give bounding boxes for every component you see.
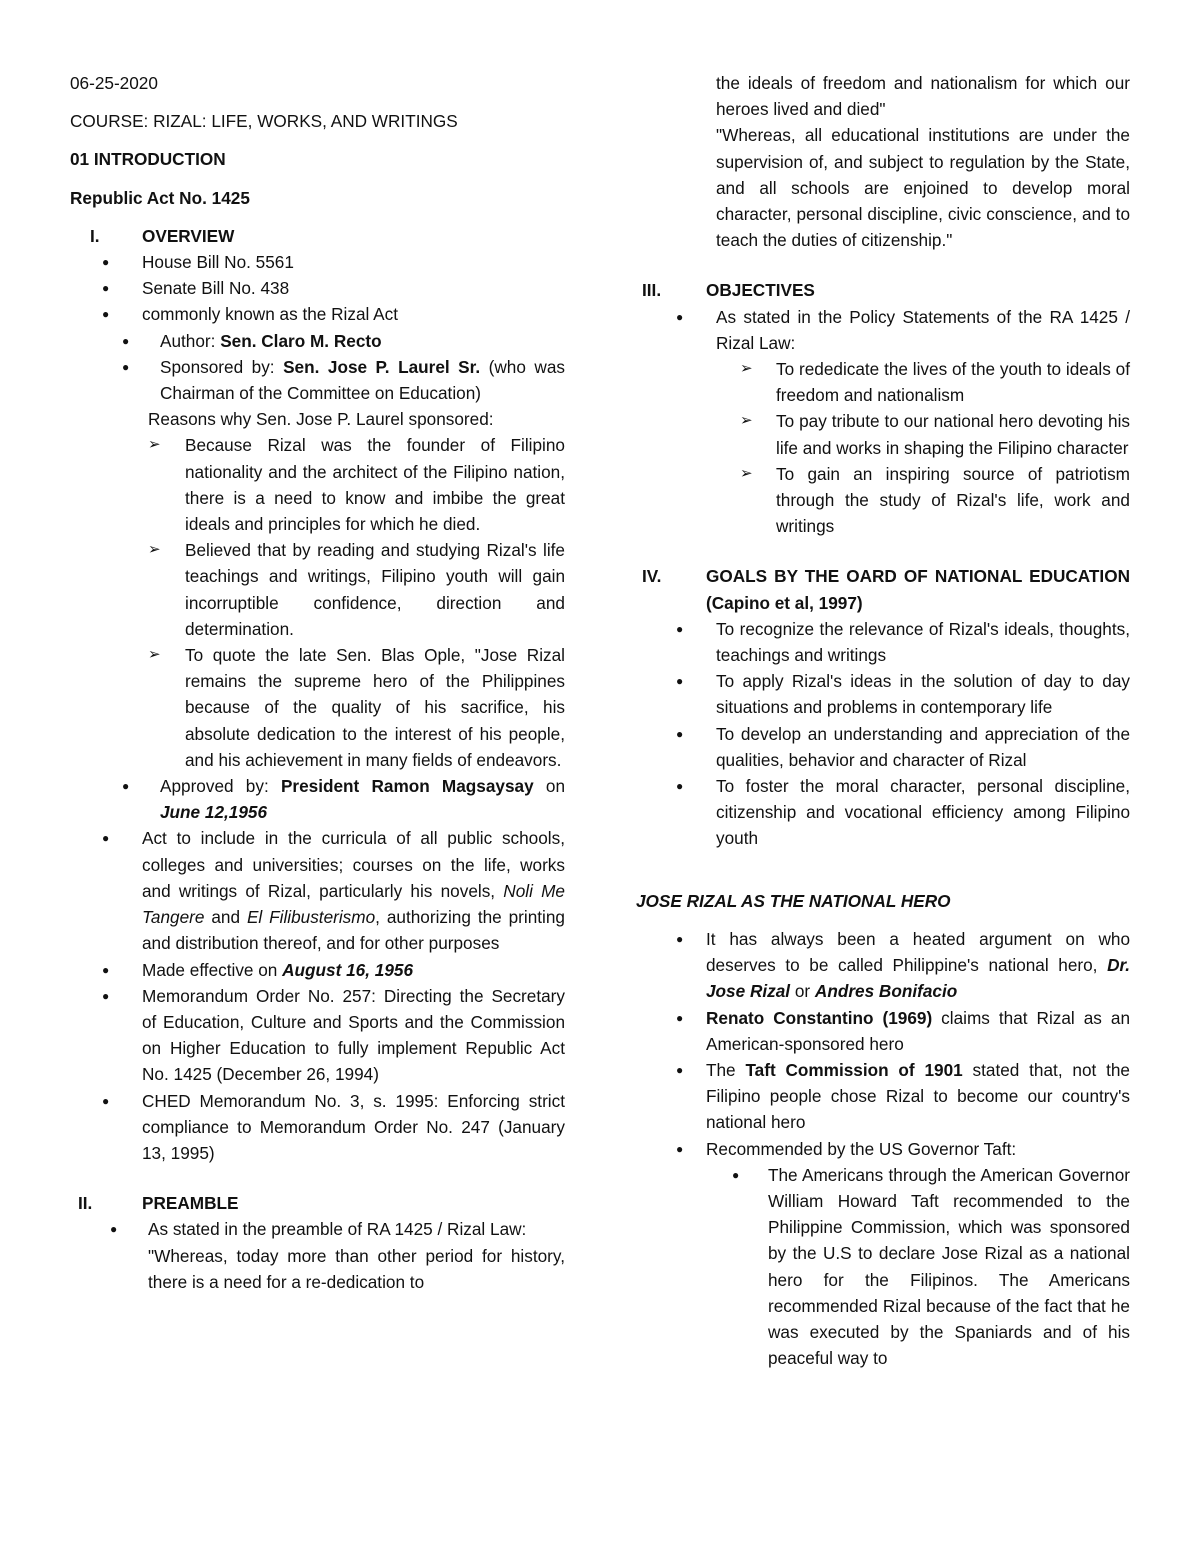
bullet-icon: ● — [102, 307, 110, 322]
list-item: ➢ To gain an inspiring source of patriotism through the study of Rizal's life, work and writings — [636, 461, 1130, 540]
bullet-icon: ● — [676, 931, 684, 946]
list-item: ● Memorandum Order No. 257: Directing the Secretary of Education, Culture and Sports and the Commission on Higher Education to fully implement Republic Act No. 1425 (December 26, 1994) — [70, 983, 565, 1088]
list-item: ● Made effective on August 16, 1956 — [70, 957, 565, 983]
list-item: ● Renato Constantino (1969) claims that Rizal as an American-sponsored hero — [636, 1005, 1130, 1057]
list-item: ➢ Because Rizal was the founder of Filipino nationality and the architect of the Filipino nation, there is a need to know and imbibe the great ideals and principles for which he died. — [70, 432, 565, 537]
heading-number: III. — [642, 280, 662, 301]
bullet-icon: ● — [122, 779, 130, 794]
list-item: ● To apply Rizal's ideas in the solution of day to day situations and problems in contemporary life — [636, 668, 1130, 720]
list-item: ● House Bill No. 5561 — [70, 249, 565, 275]
list-item: ● CHED Memorandum No. 3, s. 1995: Enforcing strict compliance to Memorandum Order No. 247 (January 13, 1995) — [70, 1088, 565, 1167]
heading-text: OBJECTIVES — [706, 280, 815, 301]
arrow-bullet-icon: ➢ — [740, 412, 753, 430]
overview-heading — [70, 223, 565, 249]
list-item: ➢ To pay tribute to our national hero devoting his life and works in shaping the Filipino character — [636, 408, 1130, 460]
objectives-heading — [636, 277, 1130, 303]
bullet-icon: ● — [676, 1062, 684, 1077]
bullet-icon: ● — [676, 726, 684, 741]
preamble-quote-start: "Whereas, today more than other period for history, there is a need for a re-dedication to — [148, 1245, 565, 1292]
list-item: ● To foster the moral character, personal discipline, citizenship and vocational efficiency among Filipino youth — [636, 773, 1130, 852]
bullet-icon: ● — [110, 1222, 118, 1237]
list-item: ● Author: Sen. Claro M. Recto — [70, 328, 565, 354]
arrow-bullet-icon: ➢ — [148, 541, 161, 559]
act-title: Republic Act No. 1425 — [70, 187, 250, 208]
bullet-icon: ● — [122, 333, 130, 348]
list-item: ● As stated in the preamble of RA 1425 / Rizal Law: "Whereas, today more than other period for history, there is a need for a re-dedication to — [70, 1216, 565, 1295]
heading-number: IV. — [642, 566, 662, 587]
heading-text: OVERVIEW — [142, 225, 235, 246]
list-item: ● Senate Bill No. 438 — [70, 275, 565, 301]
list-item: ● Sponsored by: Sen. Jose P. Laurel Sr. (who was Chairman of the Committee on Education) — [70, 354, 565, 406]
list-item: ● The Taft Commission of 1901 stated that, not the Filipino people chose Rizal to become our country's national hero — [636, 1057, 1130, 1136]
arrow-bullet-icon: ➢ — [740, 464, 753, 482]
list-item: ➢ To rededicate the lives of the youth to ideals of freedom and nationalism — [636, 356, 1130, 408]
heading-text: PREAMBLE — [142, 1193, 239, 1214]
right-column — [636, 70, 1130, 1371]
bullet-icon: ● — [102, 831, 110, 846]
goals-heading — [636, 563, 1130, 615]
heading-text: GOALS BY THE OARD OF NATIONAL EDUCATION (Capino et al, 1997) — [706, 566, 1130, 613]
list-item: ● As stated in the Policy Statements of the RA 1425 / Rizal Law: — [636, 304, 1130, 356]
list-item: ● Act to include in the curricula of all public schools, colleges and universities; courses on the life, works and writings of Rizal, particularly his novels, Noli Me Tangere and El Filibusterismo, authorizing the printing and distribution thereof, and for other purposes — [70, 825, 565, 956]
preamble-continued: the ideals of freedom and nationalism for which our heroes lived and died" "Whereas, all educational institutions are under the supervision of, and subject to regulation by the State, and all schools are enjoined to develop moral character, personal discipline, civic conscience, and to teach the duties of citizenship." — [716, 73, 1130, 251]
reasons-intro: Reasons why Sen. Jose P. Laurel sponsored: — [148, 409, 494, 430]
bullet-icon: ● — [102, 962, 110, 977]
list-item: ● commonly known as the Rizal Act — [70, 301, 565, 327]
list-item: ● It has always been a heated argument on who deserves to be called Philippine's national hero, Dr. Jose Rizal or Andres Bonifacio — [636, 926, 1130, 1005]
preamble-heading — [70, 1190, 565, 1216]
list-item: ● To develop an understanding and appreciation of the qualities, behavior and character of Rizal — [636, 721, 1130, 773]
hero-section-title: JOSE RIZAL AS THE NATIONAL HERO — [636, 890, 951, 911]
bullet-icon: ● — [102, 988, 110, 1003]
bullet-icon: ● — [676, 309, 684, 324]
list-item: ● To recognize the relevance of Rizal's ideals, thoughts, teachings and writings — [636, 616, 1130, 668]
list-item: ➢ Believed that by reading and studying Rizal's life teachings and writings, Filipino youth will gain incorruptible confidence, direction and determination. — [70, 537, 565, 642]
section-title: 01 INTRODUCTION — [70, 149, 226, 170]
heading-number: I. — [90, 225, 100, 246]
list-item: ● The Americans through the American Governor William Howard Taft recommended to the Philippine Commission, which was sponsored by the U.S to declare Jose Rizal as a national hero for the Filipinos. The Americans recommended Rizal because of the fact that he was executed by the Spaniards and of his peaceful way to — [636, 1162, 1130, 1372]
bullet-icon: ● — [122, 359, 130, 374]
list-item: ➢ To quote the late Sen. Blas Ople, "Jose Rizal remains the supreme hero of the Philippines because of the quality of his sacrifice, his absolute dedication to the interest of his people, and his achievement in many fields of endeavors. — [70, 642, 565, 773]
bullet-icon: ● — [676, 1141, 684, 1156]
bullet-icon: ● — [676, 1010, 684, 1025]
list-item: ● Recommended by the US Governor Taft: — [636, 1136, 1130, 1162]
left-column — [70, 70, 565, 1295]
arrow-bullet-icon: ➢ — [148, 436, 161, 454]
bullet-icon: ● — [732, 1167, 740, 1182]
document-date: 06-25-2020 — [70, 73, 158, 93]
arrow-bullet-icon: ➢ — [148, 646, 161, 664]
bullet-icon: ● — [102, 1093, 110, 1108]
heading-number: II. — [78, 1193, 93, 1214]
bullet-icon: ● — [676, 621, 684, 636]
arrow-bullet-icon: ➢ — [740, 360, 753, 378]
list-item: ● Approved by: President Ramon Magsaysay on June 12,1956 — [70, 773, 565, 825]
bullet-icon: ● — [676, 779, 684, 794]
course-title: COURSE: RIZAL: LIFE, WORKS, AND WRITINGS — [70, 111, 458, 132]
bullet-icon: ● — [676, 674, 684, 689]
bullet-icon: ● — [102, 255, 110, 270]
bullet-icon: ● — [102, 281, 110, 296]
